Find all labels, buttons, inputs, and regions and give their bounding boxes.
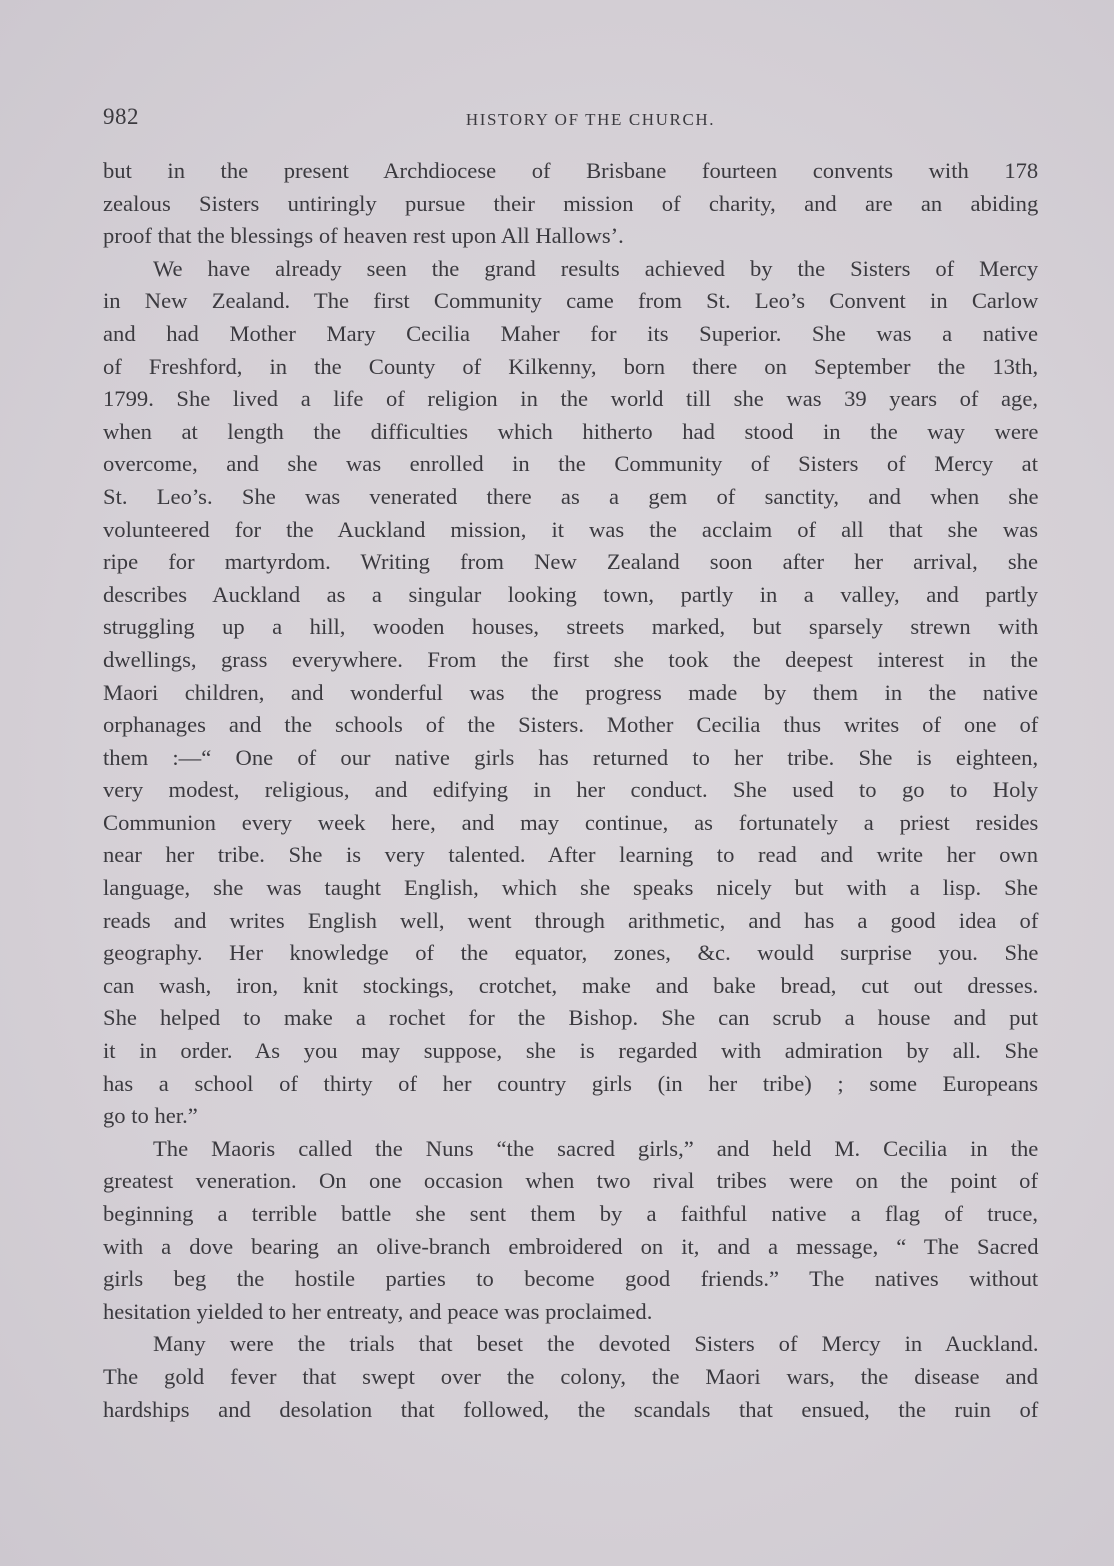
text-line: We have already seen the grand results achieved by the Sisters of Mercy <box>153 255 1039 281</box>
text-line: hesitation yielded to her entreaty, and peace was proclaimed. <box>103 1298 653 1324</box>
paragraph-3 <box>103 1133 1038 1329</box>
body-text <box>103 155 1038 1426</box>
text-line: ripe for martyrdom. Writing from New Zealand soon after her arrival, she <box>103 549 1038 575</box>
text-line: when at length the difficulties which hitherto had stood in the way were <box>103 418 1039 444</box>
text-line: orphanages and the schools of the Sisters. Mother Cecilia thus writes of one of <box>103 712 1039 738</box>
text-line: but in the present Archdiocese of Brisbane fourteen convents with 178 <box>103 158 1039 183</box>
text-line: them :—“ One of our native girls has returned to her tribe. She is eighteen, <box>103 744 1039 770</box>
text-line: hardships and desolation that followed, the scandals that ensued, the ruin of <box>103 1396 1039 1422</box>
text-line: proof that the blessings of heaven rest upon All Hallows’. <box>103 223 624 249</box>
paragraph-4 <box>103 1328 1038 1426</box>
text-line: greatest veneration. On one occasion when two rival tribes were on the point of <box>103 1168 1038 1194</box>
text-line: geography. Her knowledge of the equator, zones, &c. would surprise you. She <box>103 940 1039 966</box>
text-line: She helped to make a rochet for the Bishop. She can scrub a house and put <box>103 1005 1038 1031</box>
text-line: with a dove bearing an olive-branch embroidered on it, and a message, “ The Sacred <box>103 1233 1039 1259</box>
running-title: HISTORY OF THE CHURCH. <box>465 110 716 129</box>
text-line: near her tribe. She is very talented. After learning to read and write her own <box>103 842 1038 868</box>
text-line: Maori children, and wonderful was the progress made by them in the native <box>103 679 1038 705</box>
paragraph-2 <box>103 253 1038 1133</box>
text-line: The gold fever that swept over the colony, the Maori wars, the disease and <box>103 1363 1038 1389</box>
paragraph-1 <box>103 155 1038 253</box>
text-line: volunteered for the Auckland mission, it was the acclaim of all that she was <box>103 516 1038 542</box>
text-line: very modest, religious, and edifying in her conduct. She used to go to Holy <box>103 777 1038 803</box>
text-line: zealous Sisters untiringly pursue their mission of charity, and are an abiding <box>103 190 1039 216</box>
text-line: struggling up a hill, wooden houses, streets marked, but sparsely strewn with <box>103 614 1039 640</box>
text-line: it in order. As you may suppose, she is regarded with admiration by all. She <box>103 1038 1039 1064</box>
text-line: go to her.” <box>103 1103 198 1129</box>
text-line: girls beg the hostile parties to become good friends.” The natives without <box>103 1266 1039 1292</box>
text-line: language, she was taught English, which she speaks nicely but with a lisp. She <box>103 875 1039 901</box>
page-number: 982 <box>103 104 139 129</box>
text-line: reads and writes English well, went through arithmetic, and has a good idea of <box>103 907 1039 933</box>
text-line: dwellings, grass everywhere. From the first she took the deepest interest in the <box>103 646 1038 672</box>
text-line: Many were the trials that beset the devoted Sisters of Mercy in Auckland. <box>153 1331 1039 1357</box>
text-line: overcome, and she was enrolled in the Community of Sisters of Mercy at <box>103 451 1038 477</box>
text-line: The Maoris called the Nuns “the sacred girls,” and held M. Cecilia in the <box>153 1135 1039 1161</box>
text-line: and had Mother Mary Cecilia Maher for its Superior. She was a native <box>103 320 1038 346</box>
text-line: can wash, iron, knit stockings, crotchet, make and bake bread, cut out dresses. <box>103 972 1039 998</box>
text-line: St. Leo’s. She was venerated there as a gem of sanctity, and when she <box>103 483 1039 509</box>
text-line: Communion every week here, and may continue, as fortunately a priest resides <box>103 809 1039 835</box>
text-line: 1799. She lived a life of religion in the world till she was 39 years of age, <box>103 386 1038 412</box>
text-line: in New Zealand. The first Community came from St. Leo’s Convent in Carlow <box>103 288 1039 314</box>
text-line: beginning a terrible battle she sent them by a faithful native a flag of truce, <box>103 1201 1038 1226</box>
page-header <box>103 104 1038 136</box>
text-line: has a school of thirty of her country girls (in her tribe) ; some Europeans <box>103 1070 1039 1096</box>
text-line: of Freshford, in the County of Kilkenny, born there on September the 13th, <box>103 353 1039 379</box>
text-line: describes Auckland as a singular looking town, partly in a valley, and partly <box>103 581 1038 607</box>
